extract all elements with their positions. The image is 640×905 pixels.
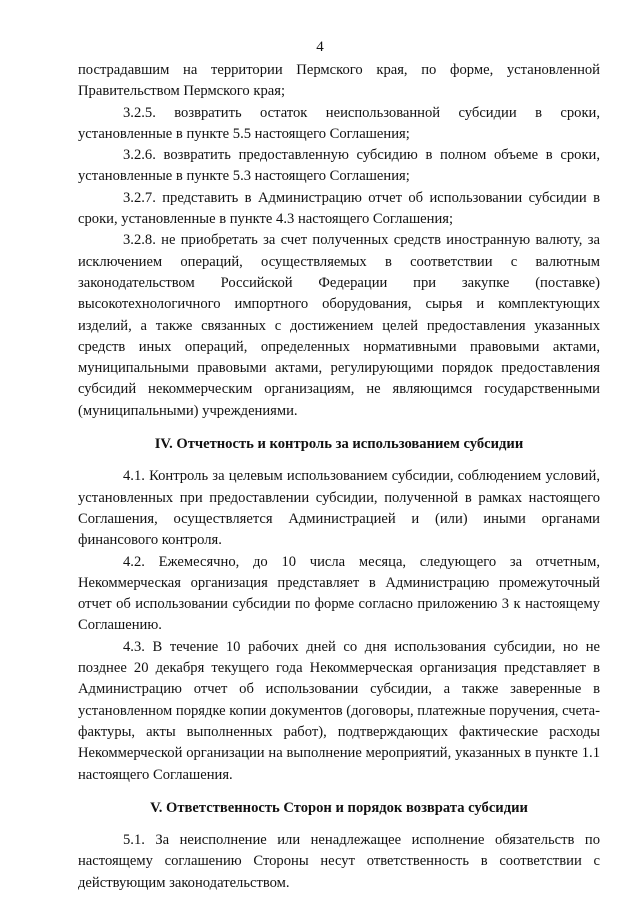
paragraph-continuation: пострадавшим на территории Пермского края, по форме, установленной Правительством Пермского края; [78, 62, 600, 100]
section-5-heading: V. Ответственность Сторон и порядок возврата субсидии [150, 799, 528, 816]
page-number: 4 [316, 39, 324, 55]
paragraph-3-2-7: 3.2.7. представить в Администрацию отчет об использовании субсидии в сроки, установленные в пункте 4.3 настоящего Соглашения; [78, 189, 600, 228]
paragraph-3-2-8: 3.2.8. не приобретать за счет полученных средств иностранную валюту, за исключением операций, осуществляемых в соответствии с валютным законодательством Российской Федерации при закупке (поставке) высокотехнологичного импортного оборудования, сырья и комплектующих изделий, а также связанных с достижением целей предоставления указанных средств иных операций, определенных нормативными правовыми актами, муниципальными правовыми актами, регулирующими порядок предоставления субсидий некоммерческим организациям, не являющимся государственными (муниципальными) учреждениями. [78, 232, 600, 419]
section-4-heading: IV. Отчетность и контроль за использованием субсидии [154, 436, 524, 453]
document-body [78, 60, 600, 894]
paragraph-4-1: 4.1. Контроль за целевым использованием субсидии, соблюдением условий, установленных при предоставлении субсидии, полученной в рамках настоящего Соглашения, осуществляется Администрацией и (или) иными органами финансового контроля. [78, 468, 600, 549]
paragraph-5-1: 5.1. За неисполнение или ненадлежащее исполнение обязательств по настоящему соглашению Стороны несут ответственность в соответствии с действующим законодательством. [78, 832, 600, 891]
paragraph-3-2-6: 3.2.6. возвратить предоставленную субсидию в полном объеме в сроки, установленные в пункте 5.3 настоящего Соглашения; [78, 147, 600, 185]
paragraph-4-3: 4.3. В течение 10 рабочих дней со дня использования субсидии, но не позднее 20 декабря текущего года Некоммерческая организация представляет в Администрацию отчет об использовании субсидии, а также заверенные в установленном порядке копии документов (договоры, платежные поручения, счета-фактуры, акты выполненных работ), подтверждающих фактические расходы Некоммерческой организации на выполнение мероприятий, указанных в пункте 1.1 настоящего Соглашения. [78, 638, 600, 783]
paragraph-3-2-5: 3.2.5. возвратить остаток неиспользованной субсидии в сроки, установленные в пункте 5.5 настоящего Соглашения; [78, 104, 600, 142]
paragraph-4-2: 4.2. Ежемесячно, до 10 числа месяца, следующего за отчетным, Некоммерческая организация представляет в Администрацию промежуточный отчет об использовании субсидии по форме согласно приложению 3 к настоящему Соглашению. [78, 553, 600, 634]
